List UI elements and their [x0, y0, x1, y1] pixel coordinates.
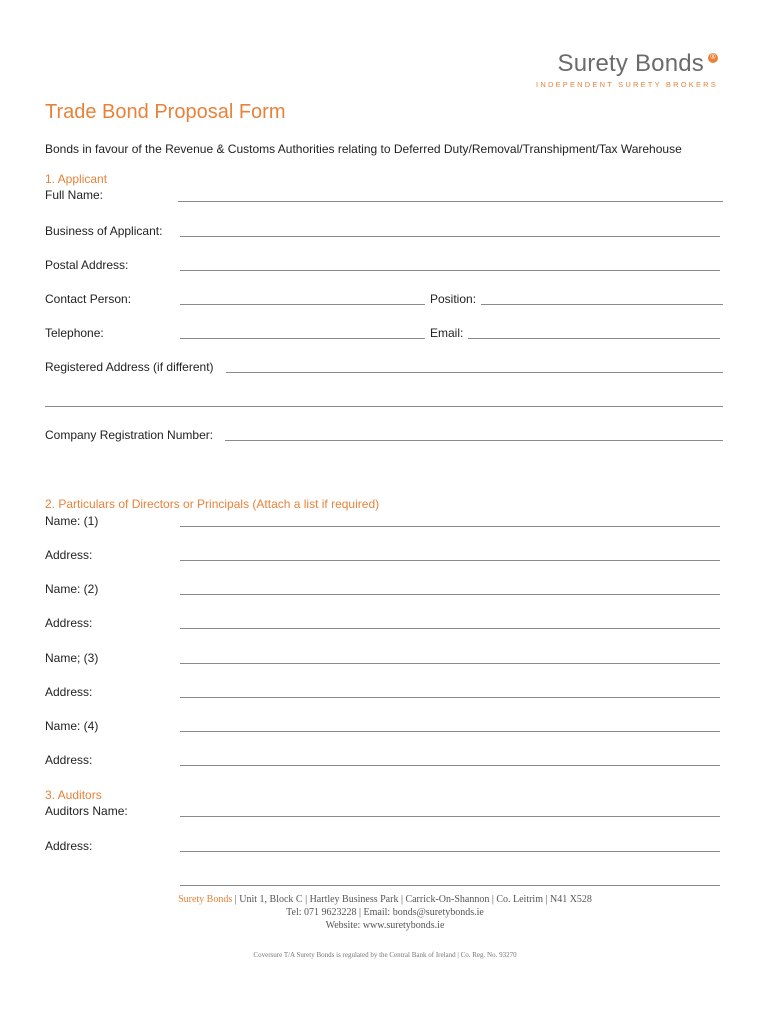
director-name-2-label: Name: (2): [45, 582, 99, 596]
company-logo: [536, 50, 718, 89]
director-address-1-label: Address:: [45, 548, 93, 562]
company-reg-label: Company Registration Number:: [45, 428, 214, 442]
business-field[interactable]: [180, 236, 720, 237]
logo-brand: [558, 50, 718, 78]
director-address-3-field[interactable]: [180, 697, 720, 698]
position-label: Position:: [430, 292, 477, 306]
auditors-address-field[interactable]: [180, 851, 720, 852]
auditors-name-label: Auditors Name:: [45, 804, 128, 818]
postal-address-label: Postal Address:: [45, 258, 129, 272]
full-name-label: Full Name:: [45, 188, 104, 202]
company-reg-field[interactable]: [225, 440, 723, 441]
page-subtitle: Bonds in favour of the Revenue & Customs Authorities relating to Deferred Duty/Removal/Transhipment/Tax Warehouse: [45, 142, 682, 156]
director-name-4-field[interactable]: [180, 731, 720, 732]
director-name-2-field[interactable]: [180, 594, 720, 595]
director-address-2-label: Address:: [45, 616, 93, 630]
director-name-3-label: Name; (3): [45, 651, 99, 665]
footer-website: Website: www.suretybonds.ie: [325, 920, 445, 931]
email-label: Email:: [430, 326, 464, 340]
registered-address-label: Registered Address (if different): [45, 360, 214, 374]
registered-address-field-line2[interactable]: [45, 406, 723, 407]
contact-person-field[interactable]: [180, 304, 425, 305]
footer-contact: Tel: 071 9623228 | Email: bonds@suretybonds.ie: [286, 907, 484, 918]
logo-mark-icon: ®: [708, 53, 718, 63]
director-name-1-label: Name: (1): [45, 514, 99, 528]
auditors-name-field[interactable]: [180, 816, 720, 817]
director-name-1-field[interactable]: [180, 526, 720, 527]
section-directors-heading: 2. Particulars of Directors or Principals (Attach a list if required): [45, 497, 380, 511]
footer-brand: Surety Bonds: [178, 894, 233, 905]
page-title: Trade Bond Proposal Form: [45, 101, 286, 123]
director-address-1-field[interactable]: [180, 560, 720, 561]
footer-regulatory: Coversure T/A Surety Bonds is regulated by the Central Bank of Ireland | Co. Reg. No. 93270: [253, 951, 517, 959]
logo-tagline: INDEPENDENT SURETY BROKERS: [536, 80, 718, 89]
section-auditors-heading: 3. Auditors: [45, 788, 102, 802]
full-name-field[interactable]: [178, 201, 723, 202]
director-address-4-field[interactable]: [180, 765, 720, 766]
footer-address-text: | Unit 1, Block C | Hartley Business Park | Carrick-On-Shannon | Co. Leitrim | N41 X528: [232, 894, 592, 905]
auditors-address-label: Address:: [45, 839, 93, 853]
business-label: Business of Applicant:: [45, 224, 163, 238]
registered-address-field[interactable]: [226, 372, 723, 373]
auditors-address-field-line2[interactable]: [180, 885, 720, 886]
director-address-4-label: Address:: [45, 753, 93, 767]
telephone-field[interactable]: [180, 338, 425, 339]
director-name-4-label: Name: (4): [45, 719, 99, 733]
contact-person-label: Contact Person:: [45, 292, 132, 306]
director-name-3-field[interactable]: [180, 663, 720, 664]
director-address-3-label: Address:: [45, 685, 93, 699]
director-address-2-field[interactable]: [180, 628, 720, 629]
postal-address-field[interactable]: [180, 270, 720, 271]
footer-address: [0, 894, 770, 905]
telephone-label: Telephone:: [45, 326, 104, 340]
logo-brand-text: Surety Bonds: [557, 50, 704, 77]
email-field[interactable]: [468, 338, 720, 339]
section-applicant-heading: 1. Applicant: [45, 172, 108, 186]
position-field[interactable]: [481, 304, 723, 305]
